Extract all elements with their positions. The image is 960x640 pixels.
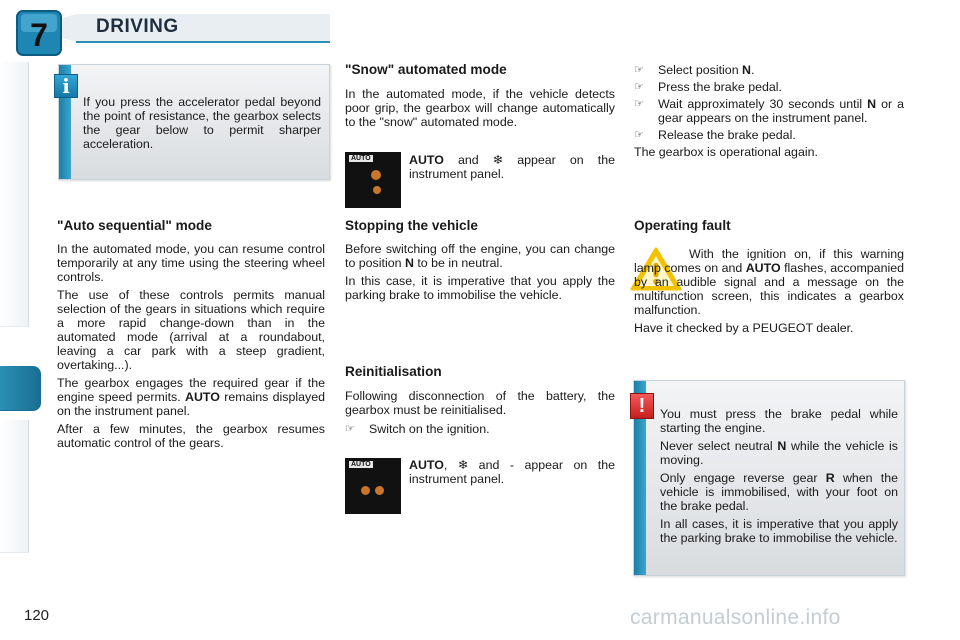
section-heading: "Snow" automated mode — [345, 62, 507, 77]
paragraph: Never select neutral N while the vehicle is moving. — [660, 439, 898, 467]
operating-fault-text — [634, 247, 904, 339]
bullet-item: ☞ Press the brake pedal. — [634, 80, 782, 94]
reinit-steps — [634, 63, 904, 159]
stopping-section — [345, 218, 615, 306]
pointing-hand-icon: ☞ — [634, 64, 644, 76]
info-icon: i — [54, 74, 78, 98]
paragraph: You must press the brake pedal while starting the engine. — [660, 407, 898, 435]
chapter-tab-active[interactable] — [0, 366, 41, 411]
pointing-hand-icon: ☞ — [634, 98, 644, 110]
snow-mode-section — [345, 62, 615, 129]
paragraph: In the automated mode, you can resume control temporarily at any time using the steering wheel controls. — [57, 242, 325, 284]
paragraph: With the ignition on, if this warning lamp comes on and AUTO flashes, accompanied by an audible signal and a message on the multifunction screen, this indicates a gearbox malfunction. — [634, 247, 904, 317]
chapter-tab[interactable] — [0, 464, 29, 509]
reinitialisation-section — [345, 364, 615, 439]
paragraph: In the automated mode, if the vehicle detects poor grip, the gearbox will change automatically to the "snow" automated mode. — [345, 87, 615, 129]
auto-display-label: AUTO — [351, 155, 371, 162]
paragraph: The gearbox is operational again. — [634, 145, 818, 159]
page-number: 120 — [24, 607, 50, 624]
paragraph: In all cases, it is imperative that you apply the parking brake to immobilise the vehicle. — [660, 517, 898, 545]
pointing-hand-icon: ☞ — [345, 423, 355, 435]
chapter-tab[interactable] — [0, 420, 29, 465]
warning-box — [633, 380, 905, 576]
chapter-badge — [14, 8, 64, 58]
reinit-panel-caption: AUTO, ❄ and - appear on the instrument panel. — [409, 458, 615, 486]
chapter-tab[interactable] — [0, 508, 29, 553]
instrument-panel-snow-image — [345, 152, 401, 208]
paragraph: Before switching off the engine, you can change to position N to be in neutral. — [345, 242, 615, 270]
watermark: carmanualsonline.info — [630, 606, 841, 629]
snow-panel-caption: AUTO and ❄ appear on the instrument panel. — [409, 153, 615, 181]
chapter-tab-strip — [0, 62, 30, 574]
paragraph: In this case, it is imperative that you apply the parking brake to immobilise the vehicle. — [345, 274, 615, 302]
paragraph: Following disconnection of the battery, the gearbox must be reinitialised. — [345, 389, 615, 417]
page-title: DRIVING — [96, 16, 179, 37]
chapter-tab[interactable] — [0, 62, 29, 107]
exclamation-icon: ! — [630, 393, 654, 419]
paragraph: After a few minutes, the gearbox resumes automatic control of the gears. — [57, 422, 325, 450]
section-heading: Reinitialisation — [345, 364, 442, 379]
bullet-item: ☞ Select position N. — [634, 63, 755, 77]
chapter-tab[interactable] — [0, 194, 29, 239]
chapter-tab[interactable] — [0, 150, 29, 195]
paragraph: The use of these controls permits manual selection of the gears in situations which require a more rapid change-down than in the automated mode (arrival at a roundabout, leaving a car park with a steep gradient, overtaking...). — [57, 288, 325, 372]
paragraph: Have it checked by a PEUGEOT dealer. — [634, 321, 854, 335]
bullet-item: ☞ Wait approximately 30 seconds until N or a gear appears on the instrument panel. — [634, 97, 904, 125]
section-heading: "Auto sequential" mode — [57, 218, 212, 233]
pointing-hand-icon: ☞ — [634, 81, 644, 93]
chapter-tab[interactable] — [0, 238, 29, 283]
info-box-text: If you press the accelerator pedal beyond the point of resistance, the gearbox selects the gear below to permit sharper acceleration. — [83, 95, 321, 151]
header-band — [30, 12, 330, 44]
info-box — [58, 64, 330, 180]
bullet-item: ☞ Release the brake pedal. — [634, 128, 796, 142]
auto-sequential-section — [57, 218, 325, 454]
operating-fault-heading: Operating fault — [634, 218, 731, 233]
section-heading: Stopping the vehicle — [345, 218, 478, 233]
paragraph: Only engage reverse gear R when the vehicle is immobilised, with your foot on the brake pedal. — [660, 471, 898, 513]
chapter-tab[interactable] — [0, 106, 29, 151]
chapter-number: 7 — [30, 17, 48, 53]
pointing-hand-icon: ☞ — [634, 129, 644, 141]
bullet-item: ☞ Switch on the ignition. — [345, 422, 490, 436]
auto-display-label: AUTO — [351, 461, 371, 468]
chapter-tab[interactable] — [0, 282, 29, 327]
paragraph: The gearbox engages the required gear if the engine speed permits. AUTO remains displayed on the instrument panel. — [57, 376, 326, 418]
instrument-panel-reinit-image — [345, 458, 401, 514]
